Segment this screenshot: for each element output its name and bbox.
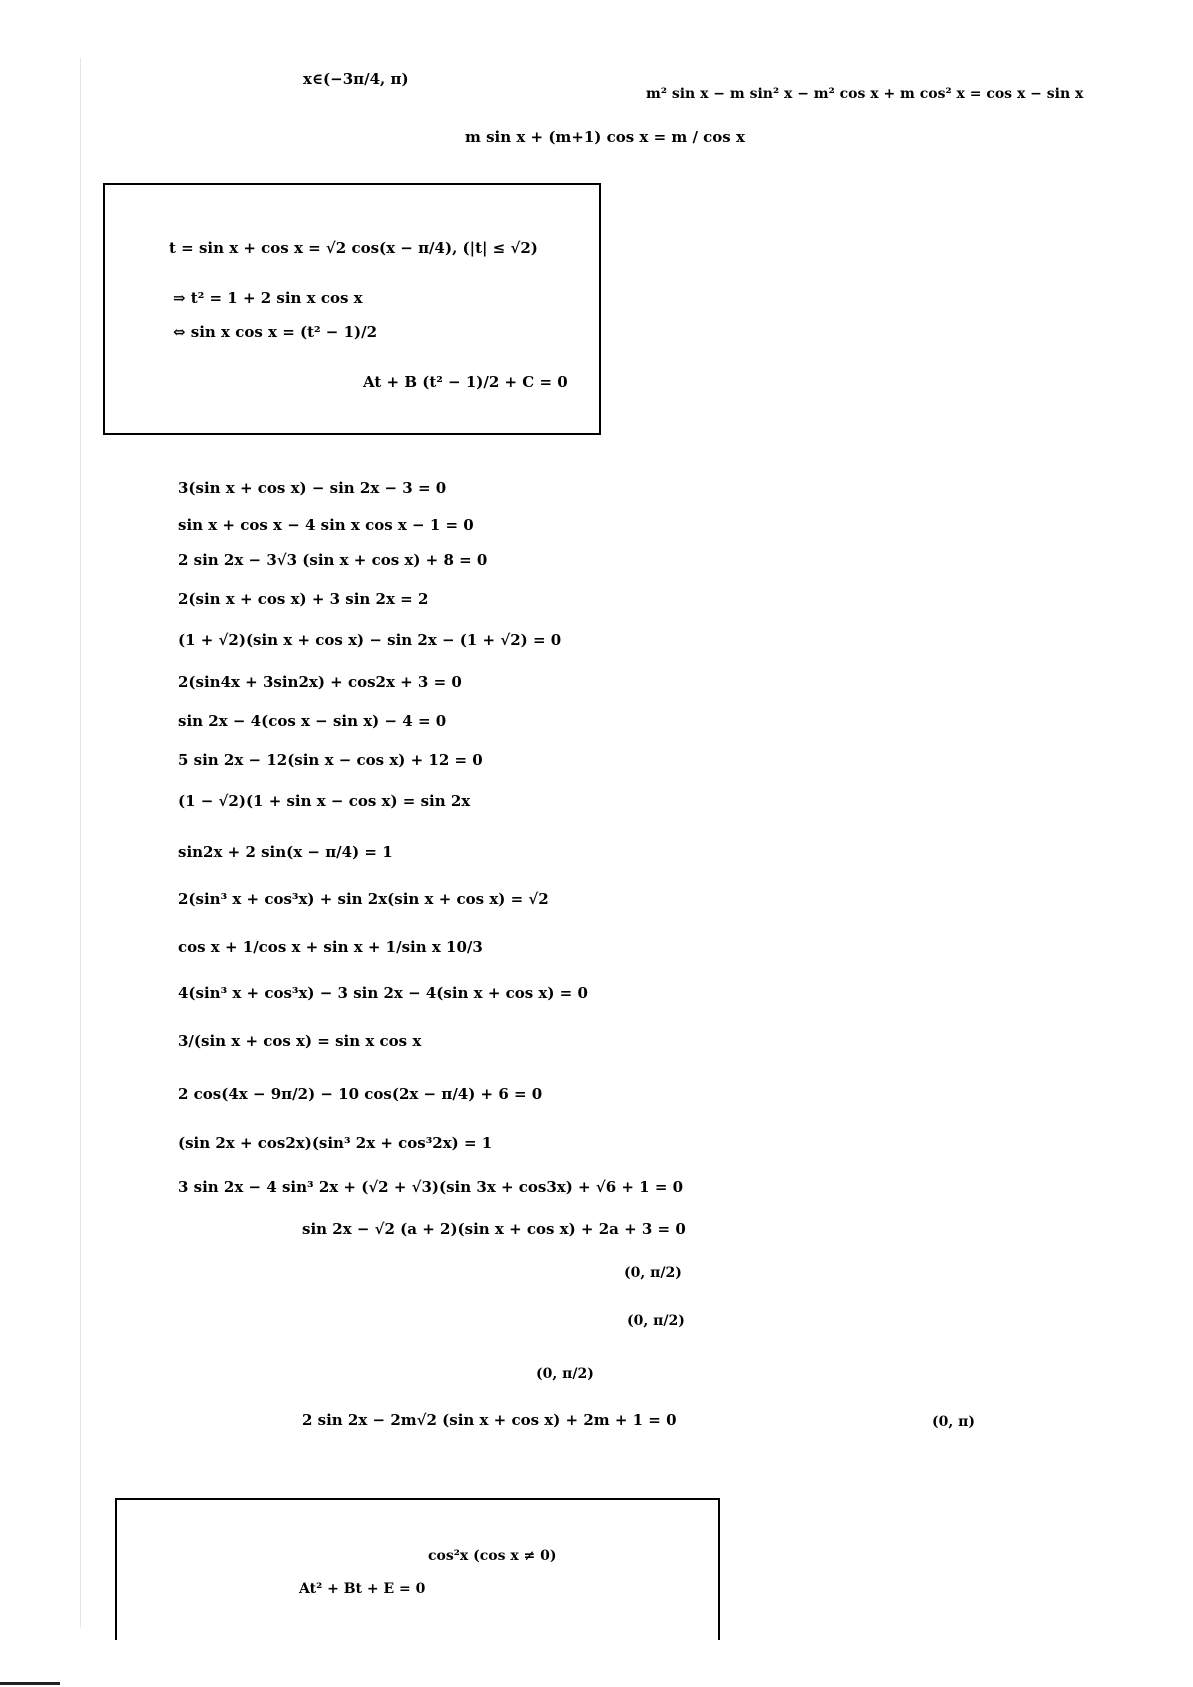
exercise-equation: (sin 2x + cos2x)(sin³ 2x + cos³2x) = 1 [178,1134,493,1152]
exercise-equation: 2(sin³ x + cos³x) + sin 2x(sin x + cos x) = √2 [178,890,549,908]
exercise-equation: sin x + cos x − 4 sin x cos x − 1 = 0 [178,516,474,534]
parametric-equation-m: 2 sin 2x − 2m√2 (sin x + cos x) + 2m + 1 = 0 [302,1411,677,1429]
exercise-equation: 5 sin 2x − 12(sin x − cos x) + 12 = 0 [178,751,483,769]
exercise-equation: 2 cos(4x − 9π/2) − 10 cos(2x − π/4) + 6 = 0 [178,1085,543,1103]
interval-label: (0, π/2) [624,1265,682,1281]
substitution-square: ⇒ t² = 1 + 2 sin x cos x [173,289,363,307]
divisor-note: cos²x (cos x ≠ 0) [428,1548,557,1564]
exercise-equation: 3/(sin x + cos x) = sin x cos x [178,1032,422,1050]
substitution-definition: t = sin x + cos x = √2 cos(x − π/4), (|t| ≤ √2) [169,239,538,257]
exercise-equation: 2(sin4x + 3sin2x) + cos2x + 3 = 0 [178,673,462,691]
exercise-equation: sin 2x − 4(cos x − sin x) − 4 = 0 [178,712,447,730]
parametric-equation: sin 2x − √2 (a + 2)(sin x + cos x) + 2a + 3 = 0 [302,1220,686,1238]
exercise-equation: cos x + 1/cos x + sin x + 1/sin x 10/3 [178,938,483,956]
interval-label: (0, π/2) [536,1366,594,1382]
homogeneous-box [115,1498,720,1640]
page-margin-line [80,58,81,1628]
exercise-equation: 3 sin 2x − 4 sin³ 2x + (√2 + √3)(sin 3x + cos3x) + √6 + 1 = 0 [178,1178,684,1196]
quadratic-result: At² + Bt + E = 0 [299,1581,426,1597]
exercise-equation: 2 sin 2x − 3√3 (sin x + cos x) + 8 = 0 [178,551,488,569]
exercise-equation: 4(sin³ x + cos³x) − 3 sin 2x − 4(sin x + cos x) = 0 [178,984,588,1002]
exercise-equation: 3(sin x + cos x) − sin 2x − 3 = 0 [178,479,447,497]
domain-condition: x∈(−3π/4, π) [303,70,409,88]
equation-m-cos: m sin x + (m+1) cos x = m / cos x [465,128,745,146]
page-footer-strip [0,1679,1193,1687]
equation-m-parameter: m² sin x − m sin² x − m² cos x + m cos² x = cos x − sin x [646,86,1084,102]
footer-rule [0,1682,60,1685]
exercise-equation: (1 − √2)(1 + sin x − cos x) = sin 2x [178,792,471,810]
exercise-equation: 2(sin x + cos x) + 3 sin 2x = 2 [178,590,429,608]
interval-label: (0, π/2) [627,1313,685,1329]
exercise-equation: (1 + √2)(sin x + cos x) − sin 2x − (1 + √2) = 0 [178,631,562,649]
substitution-box [103,183,601,435]
interval-label: (0, π) [932,1414,975,1430]
substitution-product: ⇔ sin x cos x = (t² − 1)/2 [173,323,378,341]
substitution-result: At + B (t² − 1)/2 + C = 0 [363,373,568,391]
exercise-equation: sin2x + 2 sin(x − π/4) = 1 [178,843,393,861]
